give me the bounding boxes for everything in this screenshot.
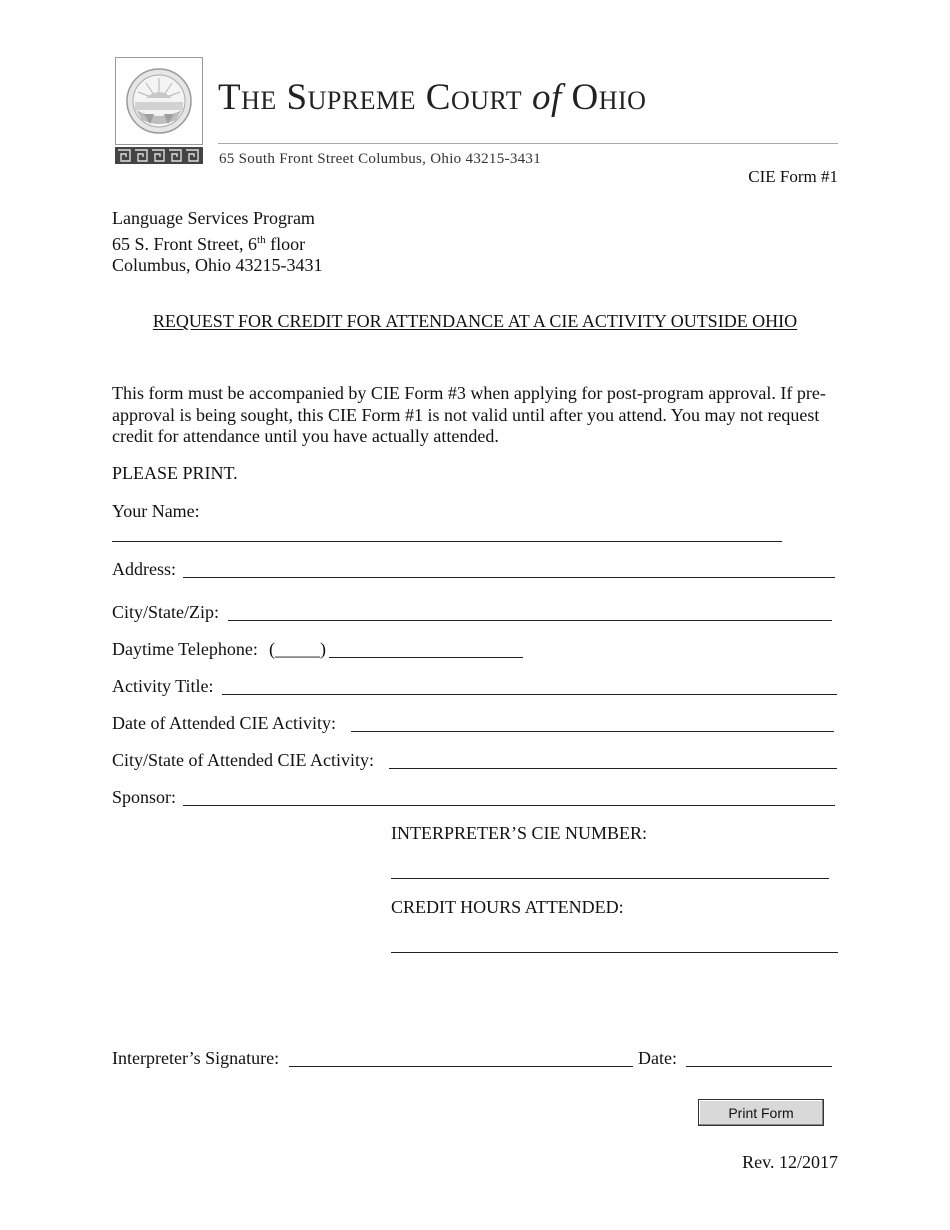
telephone-label: Daytime Telephone: bbox=[112, 639, 258, 659]
address-label: Address: bbox=[112, 559, 176, 579]
office-line-2-post: floor bbox=[265, 233, 306, 254]
header-divider bbox=[218, 143, 838, 144]
city-state-zip-label: City/State/Zip: bbox=[112, 602, 219, 622]
office-line-1: Language Services Program bbox=[112, 208, 315, 228]
name-label: Your Name: bbox=[112, 501, 200, 521]
court-name-of: of bbox=[531, 77, 562, 118]
greek-key-ornament bbox=[115, 147, 203, 164]
office-line-3: Columbus, Ohio 43215-3431 bbox=[112, 255, 323, 275]
activity-title-label: Activity Title: bbox=[112, 676, 214, 696]
date-attended-input-line[interactable] bbox=[351, 731, 834, 732]
court-address: 65 South Front Street Columbus, Ohio 43215-3431 bbox=[219, 151, 542, 167]
office-line-2-sup: th bbox=[257, 233, 266, 246]
office-address bbox=[112, 208, 323, 277]
telephone-area-code-field[interactable]: (_____) bbox=[269, 639, 326, 659]
city-state-zip-input-line[interactable] bbox=[228, 620, 832, 621]
address-input-line[interactable] bbox=[183, 577, 835, 578]
form-id: CIE Form #1 bbox=[748, 167, 838, 186]
date-input-line[interactable] bbox=[686, 1066, 832, 1067]
court-name-part2: Ohio bbox=[571, 77, 647, 118]
signature-input-line[interactable] bbox=[289, 1066, 633, 1067]
credit-hours-label: CREDIT HOURS ATTENDED: bbox=[391, 897, 624, 917]
cie-number-input-line[interactable] bbox=[391, 878, 829, 879]
sponsor-label: Sponsor: bbox=[112, 787, 177, 807]
court-name-heading bbox=[218, 76, 646, 119]
instructions-paragraph: This form must be accompanied by CIE Form #3 when applying for post-program approval. If pre-approval is being sought, this CIE Form #1 is not valid until after you attend. You may not request credit for attendance until you have actually attended. bbox=[112, 383, 826, 446]
court-seal-icon bbox=[116, 58, 202, 144]
credit-hours-input-line[interactable] bbox=[391, 952, 838, 953]
city-state-attended-input-line[interactable] bbox=[389, 768, 837, 769]
office-line-2-pre: 65 S. Front Street, 6 bbox=[112, 233, 258, 254]
date-label: Date: bbox=[638, 1048, 677, 1068]
activity-title-input-line[interactable] bbox=[222, 694, 837, 695]
sponsor-input-line[interactable] bbox=[183, 805, 835, 806]
revision-date: Rev. 12/2017 bbox=[742, 1152, 838, 1172]
city-state-attended-label: City/State of Attended CIE Activity: bbox=[112, 750, 374, 770]
form-title: REQUEST FOR CREDIT FOR ATTENDANCE AT A CIE ACTIVITY OUTSIDE OHIO bbox=[152, 311, 798, 331]
please-print-note: PLEASE PRINT. bbox=[112, 463, 238, 483]
date-attended-label: Date of Attended CIE Activity: bbox=[112, 713, 336, 733]
signature-label: Interpreter’s Signature: bbox=[112, 1048, 280, 1068]
court-name-part1: The Supreme Court bbox=[218, 77, 523, 118]
office-line-2 bbox=[112, 230, 323, 256]
name-input-line[interactable] bbox=[112, 541, 782, 542]
telephone-input-line[interactable] bbox=[329, 657, 523, 658]
court-seal-logo bbox=[115, 57, 203, 145]
print-form-button[interactable]: Print Form bbox=[698, 1099, 824, 1126]
cie-number-label: INTERPRETER’S CIE NUMBER: bbox=[391, 823, 648, 843]
